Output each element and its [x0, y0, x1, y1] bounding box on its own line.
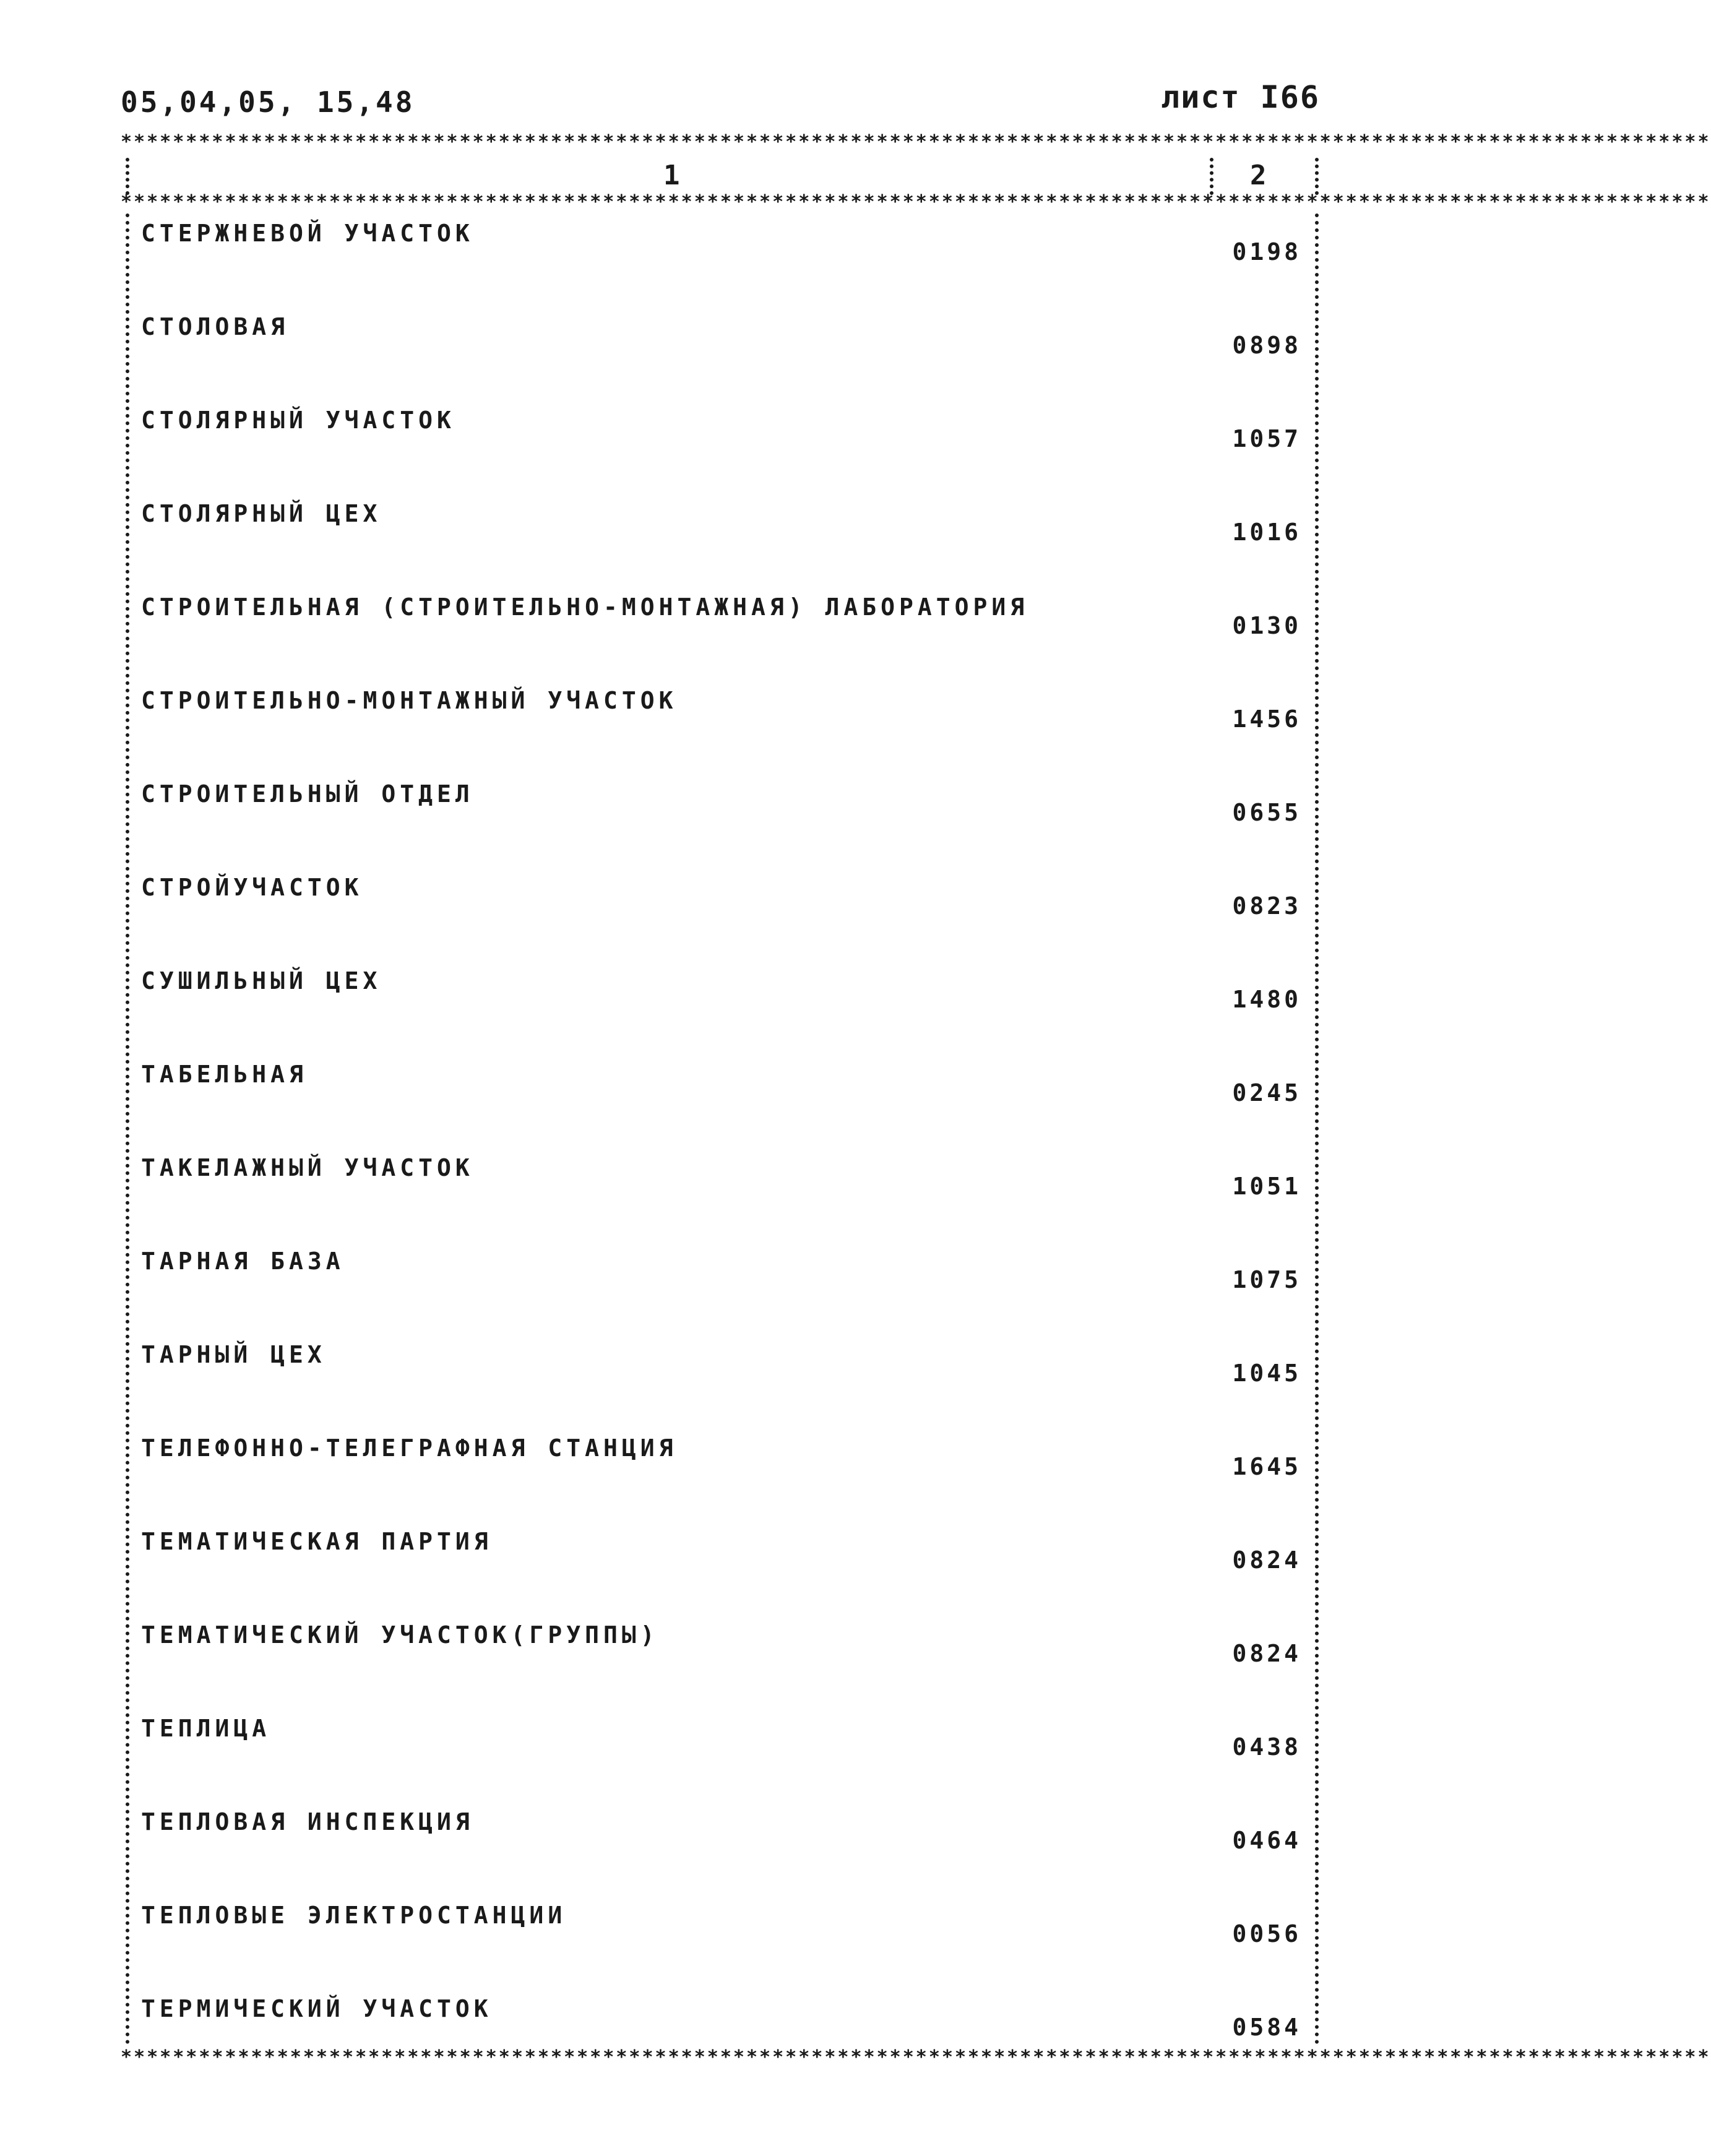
row-label: СТОЛЯРНЫЙ УЧАСТОК: [141, 407, 455, 434]
row-code: 0464: [1232, 1827, 1301, 1854]
right-border: [1315, 213, 1319, 2045]
table-row: [0, 593, 1425, 639]
row-code: 1051: [1232, 1173, 1301, 1200]
row-label: ТЕПЛОВЫЕ ЭЛЕКТРОСТАНЦИИ: [141, 1902, 567, 1929]
row-code: 1456: [1232, 705, 1301, 733]
row-label: ТЕРМИЧЕСКИЙ УЧАСТОК: [141, 1995, 493, 2022]
row-code: 1016: [1232, 519, 1301, 546]
column-header-2: 2: [1250, 160, 1267, 191]
left-border-header: [126, 158, 129, 195]
row-code: 0130: [1232, 612, 1301, 639]
row-code: 1480: [1232, 986, 1301, 1013]
row-code: 0584: [1232, 2014, 1301, 2041]
bottom-border: **************************************************************************************************************************: [121, 2046, 1711, 2068]
row-label: СТОЛОВАЯ: [141, 313, 290, 340]
row-label: СТЕРЖНЕВОЙ УЧАСТОК: [141, 220, 474, 247]
top-border: **************************************************************************************************************************: [121, 131, 1711, 153]
left-border: [126, 213, 129, 2045]
row-label: СТРОИТЕЛЬНЫЙ ОТДЕЛ: [141, 780, 474, 808]
table-row: [0, 874, 1425, 920]
row-label: ТЕМАТИЧЕСКИЙ УЧАСТОК(ГРУППЫ): [141, 1621, 659, 1649]
column-header-1: 1: [663, 160, 680, 191]
table-row: [0, 1808, 1425, 1854]
table-row: [0, 1061, 1425, 1106]
table-row: [0, 1341, 1425, 1387]
row-label: ТЕЛЕФОННО-ТЕЛЕГРАФНАЯ СТАНЦИЯ: [141, 1434, 678, 1462]
row-label: СТРОЙУЧАСТОК: [141, 874, 363, 901]
row-label: ТАБЕЛЬНАЯ: [141, 1061, 308, 1088]
table-row: [0, 780, 1425, 826]
sheet-number: лист I66: [1161, 79, 1320, 115]
table-row: [0, 1248, 1425, 1293]
right-border-header: [1315, 158, 1319, 195]
row-label: СТРОИТЕЛЬНО-МОНТАЖНЫЙ УЧАСТОК: [141, 687, 678, 714]
table-row: [0, 1528, 1425, 1574]
table-row: [0, 1995, 1425, 2041]
table-row: [0, 1154, 1425, 1200]
row-code: 1645: [1232, 1453, 1301, 1480]
row-label: СУШИЛЬНЫЙ ЦЕХ: [141, 967, 382, 994]
row-code: 0823: [1232, 892, 1301, 920]
table-row: [0, 967, 1425, 1013]
row-label: ТАРНАЯ БАЗА: [141, 1248, 345, 1275]
row-code: 1045: [1232, 1360, 1301, 1387]
row-label: ТАКЕЛАЖНЫЙ УЧАСТОК: [141, 1154, 474, 1181]
row-code: 0655: [1232, 799, 1301, 826]
row-code: 0056: [1232, 1920, 1301, 1947]
row-code: 1075: [1232, 1266, 1301, 1293]
row-label: ТЕПЛОВАЯ ИНСПЕКЦИЯ: [141, 1808, 474, 1835]
row-label: ТАРНЫЙ ЦЕХ: [141, 1341, 326, 1368]
table-row: [0, 407, 1425, 452]
table-row: [0, 220, 1425, 265]
row-code: 0245: [1232, 1079, 1301, 1106]
row-code: 0824: [1232, 1640, 1301, 1667]
column-divider-header: [1210, 158, 1213, 195]
row-code: 0898: [1232, 332, 1301, 359]
row-label: ТЕМАТИЧЕСКАЯ ПАРТИЯ: [141, 1528, 493, 1555]
table-row: [0, 1715, 1425, 1761]
row-code: 0438: [1232, 1733, 1301, 1761]
row-code: 0824: [1232, 1546, 1301, 1574]
table-row: [0, 687, 1425, 733]
row-code: 0198: [1232, 238, 1301, 265]
table-row: [0, 313, 1425, 359]
row-label: ТЕПЛИЦА: [141, 1715, 271, 1742]
table-row: [0, 1902, 1425, 1947]
print-timestamp: 05,04,05, 15,48: [121, 85, 415, 119]
row-label: СТОЛЯРНЫЙ ЦЕХ: [141, 500, 382, 527]
table-row: [0, 1621, 1425, 1667]
table-row: [0, 1434, 1425, 1480]
table-row: [0, 500, 1425, 546]
header-separator: **************************************************************************************************************************: [121, 191, 1711, 213]
row-label: СТРОИТЕЛЬНАЯ (СТРОИТЕЛЬНО-МОНТАЖНАЯ) ЛАБОРАТОРИЯ: [141, 593, 1029, 621]
row-code: 1057: [1232, 425, 1301, 452]
